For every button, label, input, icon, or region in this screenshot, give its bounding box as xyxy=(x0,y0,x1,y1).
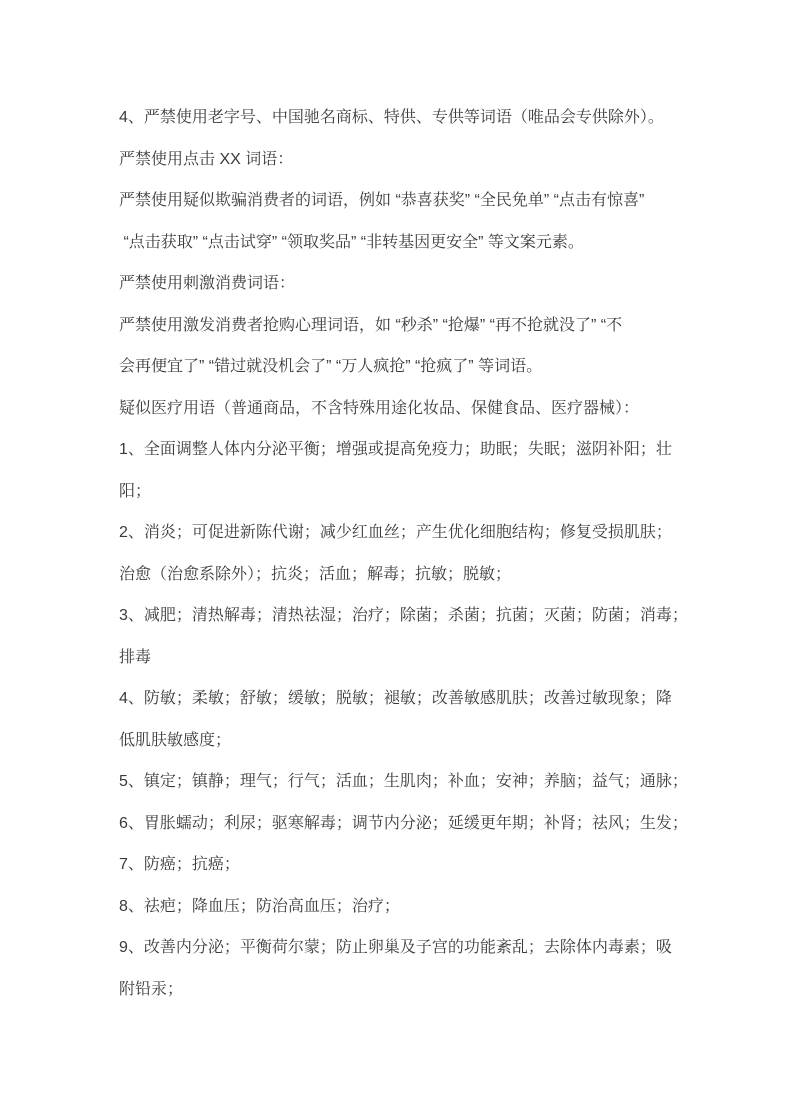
text-line: 严禁使用疑似欺骗消费者的词语，例如 “恭喜获奖” “全民免单” “点击有惊喜” xyxy=(119,192,645,209)
text-line: 4、防敏；柔敏；舒敏；缓敏；脱敏；褪敏；改善敏感肌肤；改善过敏现象；降 xyxy=(119,690,672,707)
text-line: 2、消炎；可促进新陈代谢；减少红血丝；产生优化细胞结构；修复受损肌肤； xyxy=(119,524,672,541)
text-line: 疑似医疗用语（普通商品，不含特殊用途化妆品、保健食品、医疗器械）： xyxy=(119,399,640,417)
text-line: 9、改善内分泌；平衡荷尔蒙；防止卵巢及子宫的功能紊乱；去除体内毒素；吸 xyxy=(119,939,672,956)
document-text-block xyxy=(119,97,688,1010)
text-line: 严禁使用激发消费者抢购心理词语，如 “秒杀” “抢爆” “再不抢就没了” “不 xyxy=(119,316,623,334)
text-line: 6、胃胀蠕动；利尿；驱寒解毒；调节内分泌；延缓更年期；补肾；祛风；生发； xyxy=(119,814,688,832)
text-line: 阳； xyxy=(119,482,152,500)
text-line: 8、祛疤；降血压；防治高血压；治疗； xyxy=(119,897,400,915)
text-line: 附铅汞； xyxy=(119,980,184,998)
text-line: 会再便宜了” “错过就没机会了” “万人疯抢” “抢疯了” 等词语。 xyxy=(119,358,543,375)
text-line: 7、防癌；抗癌； xyxy=(119,856,240,873)
text-line: 4、严禁使用老字号、中国驰名商标、特供、专供等词语（唯品会专供除外）。 xyxy=(119,109,664,126)
text-line: 严禁使用点击 XX 词语： xyxy=(119,150,294,168)
text-line: 5、镇定；镇静；理气；行气；活血；生肌肉；补血；安神；养脑；益气；通脉； xyxy=(119,773,688,790)
text-line: 低肌肤敏感度； xyxy=(119,731,232,749)
text-line: 1、全面调整人体内分泌平衡；增强或提高免疫力；助眠；失眠；滋阴补阳；壮 xyxy=(119,441,672,458)
text-line: 严禁使用刺激消费词语： xyxy=(119,275,296,292)
text-line: 排毒 xyxy=(119,648,152,666)
text-line: 治愈（治愈系除外）；抗炎；活血；解毒；抗敏；脱敏； xyxy=(119,565,512,583)
text-line: 3、减肥；清热解毒；清热祛湿；治疗；除菌；杀菌；抗菌；灭菌；防菌；消毒； xyxy=(119,607,688,624)
text-line: “点击获取” “点击试穿” “领取奖品” “非转基因更安全” 等文案元素。 xyxy=(119,233,584,251)
